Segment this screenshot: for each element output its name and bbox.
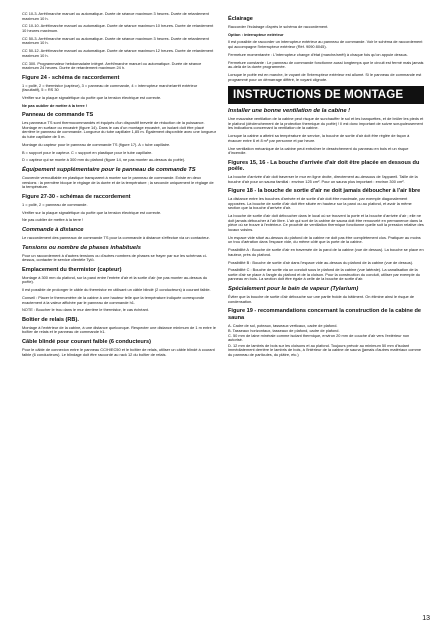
voltage-check-2: Vérifier sur la plaque signalétique du poêle que la tension électrique est correcte. xyxy=(22,209,162,215)
fig18-text-3: Un espace vide situé au-dessus du plafond de la cabine ne doit pas être complètement clos. Pratiquer au moins un trou d'aération dans l'espace vide, du même côté que la porte de la cabine. xyxy=(228,234,421,245)
steam-body: Éviter que la bouche de sortie d'air débouche sur une partie froide du bâtiment. On élimine ainsi le risque de condensation. xyxy=(228,294,415,304)
cable-heading: Câble blindé pour courant faible (6 conducteurs) xyxy=(22,339,151,345)
relay-box-heading: Boîtier de relais (RB). xyxy=(22,316,79,323)
equipment-body: Couvercle verrouillable en plastique transparent à monter sur le panneau de commande. Existe en deux versions : la première bloque le réglage de la durée et de la température ; la seconde uniquement le réglage de la température. xyxy=(22,175,214,190)
lighting-heading: Éclairage xyxy=(228,16,253,22)
fig27-legend: 1 = pollé, 2 = panneau de commande. xyxy=(22,201,88,207)
panel-ts-body: Les panneaux TS sont thermocommandés et équipés d'un dispositif breveté de réduction de la puissance. Montage en surface ou encastré (figure 14). Dans le cas d'un montage encastré, un isolant doit être placé derrière le panneau de commande. Longueur du tube capillaire 1,85 m. Également disponible avec une longueur du tube capillaire de 5 m. xyxy=(22,120,217,140)
fig27-heading: Figure 27-30 - schémas de raccordement xyxy=(22,193,131,200)
fig18-text-2: La bouche de sortie d'air doit déboucher dans le local où se trouvent la porte et la bouche d'arrivée d'air ; elle ne doit jamais déboucher à l'air libre. L'air qui sort de la cabine de sauna doit être renouvelé en permanence dans la pièce où se trouve à l'extérieur. Ce procédé de ventilation thermique fonctionne quelle soit la pression relative des locaux voisins. xyxy=(228,213,424,232)
closure-constant: Fermeture constante : Le panneau de commande fonctionne aussi longtemps que le circuit est fermé mais jamais au-delà de la durée programmée. xyxy=(228,59,424,70)
ventilation-heading: Installer une bonne ventilation de la cabine ! xyxy=(228,108,351,115)
tension-heading: Tensions ou nombre de phases inhabituels xyxy=(22,244,141,251)
ventilation-text-2: Lorsque la cabine a atteint sa température de service, la bouche de sortie d'air doit être réglée de façon à évacuer entre 6 et 8 m³ par personne et par heure. xyxy=(228,133,410,143)
fig19-heading: Figure 19 - recommandations concernant la construction de la cabine de sauna xyxy=(228,308,422,321)
fig24-legend: 1 = pollé, 2 = thermistor (capteur), 3 = panneau de commande, 4 = interrupteur marche/arrêt extérieur (facultatif), 5 = RS 30 xyxy=(22,82,198,93)
cable-body: Pour le câble de connexion entre le panneau CC/H/EC50 et le boîtier de relais, utiliser un câble blindé à courant faible (6 conducteurs). Le blindage doit être raccordé au rack 12 du boîtier de relais. xyxy=(22,346,215,357)
tension-body: Pour un raccordement à d'autres tensions ou d'autres nombres de phases se frayer par sur les schémas ci-dessus, contacter le service clientèle Tylö. xyxy=(22,252,207,263)
possibility-c: Possibilité C : Bouche de sortie via un conduit sous le plafond de la cabine (vue latérale). La canalisation de la sortie d'air se place à l'angle du plafond et de la cloison. Pour la construction du conduit, utiliser par exemple du panneau en bois. La section doit être égale à celle de la bouche de sortie d'air. xyxy=(228,267,421,282)
fig15-body: La bouche d'arrivée d'air doit traverser le mur en ligne droite, directement au-dessous de l'appareil. Taille de la bouche d'air pour un sauna familial : environ 125 cm². Pour un sauna plus important : environ 300 cm². xyxy=(228,174,418,184)
closure-indicator: Lorsque le poêle est en marche, le voyant de l'interrupteur extérieur est allumé. Si le panneau de commande est programmé pour un démarrage différé, le voyant clignote. xyxy=(228,72,422,82)
section-banner: INSTRUCTIONS DE MONTAGE xyxy=(228,86,424,104)
list-item: B. Tasseaux horizontaux, tasseaux de plafond, cadre de plafond. xyxy=(228,327,340,333)
list-item: D. 12 mm de lambris de bois sur les cloisons et au plafond. Toujours prévoir au minimum 50 mm d'isolant immédiatement derrière le lambris de bois, à l'intérieur de la cabine de sauna (jamais d'autres matériaux comme du panneau de particules, du plâtre, etc.) xyxy=(228,342,422,357)
fig15-heading: Figures 15, 16 - La bouche d'arrivée d'air doit être placée en dessous du poêle. xyxy=(228,159,420,173)
right-column xyxy=(228,12,424,358)
list-item: A. Cadre de sol, poteaux, tasseaux verticaux, cadre de plafond. xyxy=(228,322,338,328)
voltage-check-1: Vérifier sur la plaque signalétique du poêle que la tension électrique est correcte. xyxy=(22,94,162,100)
cc5012-text: CC 50-12. Arrêt/marche manuel ou automatique. Durée de séance maximum 12 heures. Durée de retardement maximum 10 h. xyxy=(22,48,214,58)
remote-command-body: Le raccordement des panneaux de commande TS pour la commande à distance s'effectue via un contacteur. xyxy=(22,235,210,240)
panel-ts-heading: Panneau de commande TS xyxy=(22,112,94,119)
option-body: Il est possible de raccorder un interrupteur extérieur au panneau de commande. Voir le schéma de raccordement qui accompagne l'interrupteur extérieur (Réf. 9090 8045). xyxy=(228,39,423,50)
earth-warning-1: Ne pas oublier de mettre à la terre ! xyxy=(22,102,88,108)
fig19-list xyxy=(228,324,424,358)
option-heading: Option : interrupteur extérieur xyxy=(228,31,284,37)
fig24-heading: Figure 24 - schéma de raccordement xyxy=(22,74,120,81)
thermistor-text-1: Montage à 300 mm du plafond, sur la paroi entre l'entrée d'air et la sortie d'air (ne pas monter au-dessus du poêle). xyxy=(22,274,208,285)
cc103-text: CC 10-3. Arrêt/marche manuel ou automatique. Durée de séance maximum 3 heures. Durée de retardement maximum 10 h. xyxy=(22,11,209,21)
steam-heading: Spécialement pour le bain de vapeur (Tylarium) xyxy=(228,286,359,293)
closure-momentary: Fermeture momentanée : L'interrupteur change d'état (marche/arrêt) à chaque fois qu'on appuie dessus. xyxy=(228,51,408,57)
thermistor-note: NOTE : Boucher le trou dans le mur derrière le thermistor, le cas échéant. xyxy=(22,307,149,313)
ventilation-text-3: Une ventilation mécanique de la cabine peut entraîner le dessèchement du panneau en bois et un risque d'incendie. xyxy=(228,145,409,156)
relay-box-body: Montage à l'extérieur de la cabine, à une distance quelconque. Respecter une distance minimum de 1 m entre le boîtier de relais et le panneau de commande h1. xyxy=(22,324,216,335)
thermistor-text-3: Conseil : Placer le thermomètre de la cabine à une hauteur telle que la température indiquée corresponde exactement à la valeur affichée par le panneau de commande h1. xyxy=(22,294,205,305)
cc503-text: CC 50-3. Arrêt/marche manuel ou automatique. Durée de séance maximum 3 heures. Durée de retardement maximum 10 h. xyxy=(22,35,209,46)
possibility-b: Possibilité B : Bouche de sortie d'air dans l'espace vide au-dessus du plafond de la cabine (vue de dessus). xyxy=(228,259,414,265)
possibility-a: Possibilité A : Bouche de sortie d'air en traversée de la paroi de la cabine (vue de dessus). La bouche se place en hauteur, près du plafond. xyxy=(228,247,424,257)
page-number: 13 xyxy=(422,615,430,622)
lighting-body: Raccorder l'éclairage d'après le schéma de raccordement. xyxy=(228,23,329,29)
cc1010-text: CC 10-10. Arrêt/marche manuel ou automatique. Durée de séance maximum 10 heures. Durée de retardement 10 heures maximum. xyxy=(22,23,214,33)
panel-ts-d: D = capteur qui se monte à 300 mm du plafond (figure 14, ne pas monter au-dessus du poêle). xyxy=(22,157,186,163)
thermistor-heading: Emplacement du thermistor (capteur) xyxy=(22,266,122,273)
earth-warning-2: Ne pas oublier de mettre à la terre ! xyxy=(22,217,84,223)
thermistor-text-2: Il est possible de prolonger le câble du thermistor en utilisant un câble blindé (2 conducteurs) à courant faible. xyxy=(22,287,211,293)
left-column xyxy=(22,12,216,360)
ventilation-body: Une mauvaise ventilation de la cabine peut risque de surchauffer le sol et les banquettes, et de brûler les pieds et le plafond (déclenchement de la protection thermique du poêle) ! Il est donc important de suivre scrupuleusement les indications concernant la ventilation de la cabine. xyxy=(228,116,424,131)
cc300-text: CC 300. Programmateur hebdomadaire intégré. Arrêt/marche manuel ou automatique. Durée de séance maximum 24 heures. Durée de retardement maximum 24 h. xyxy=(22,60,202,71)
fig18-body: La distance entre les bouches d'arrivée et de sortie d'air doit être maximale, par exemple diagonalement opposées. La bouche de sortie d'air doit être située en hauteur sur la paroi ou au plafond, et avoir la même section que la bouche d'arrivée d'air. xyxy=(228,196,412,211)
panel-ts-b: B = support pour le capteur. C = support en plastique pour le tube capillaire. xyxy=(22,149,153,155)
fig18-heading: Figure 18 - la bouche de sortie d'air ne doit jamais déboucher à l'air libre xyxy=(228,188,421,195)
equipment-heading: Équipement supplémentaire pour le panneau de commande TS xyxy=(22,166,196,173)
remote-command-heading: Commande à distance xyxy=(22,226,84,233)
panel-ts-mount: Montage du capteur pour le panneau de commande TS (figure 17). A = tube capillaire. xyxy=(22,141,171,147)
list-item: C. 50 mm de laine minérale comme isolant thermique, environ 20 mm de couche d'air vers l'extérieur non autorisé. xyxy=(228,332,410,343)
